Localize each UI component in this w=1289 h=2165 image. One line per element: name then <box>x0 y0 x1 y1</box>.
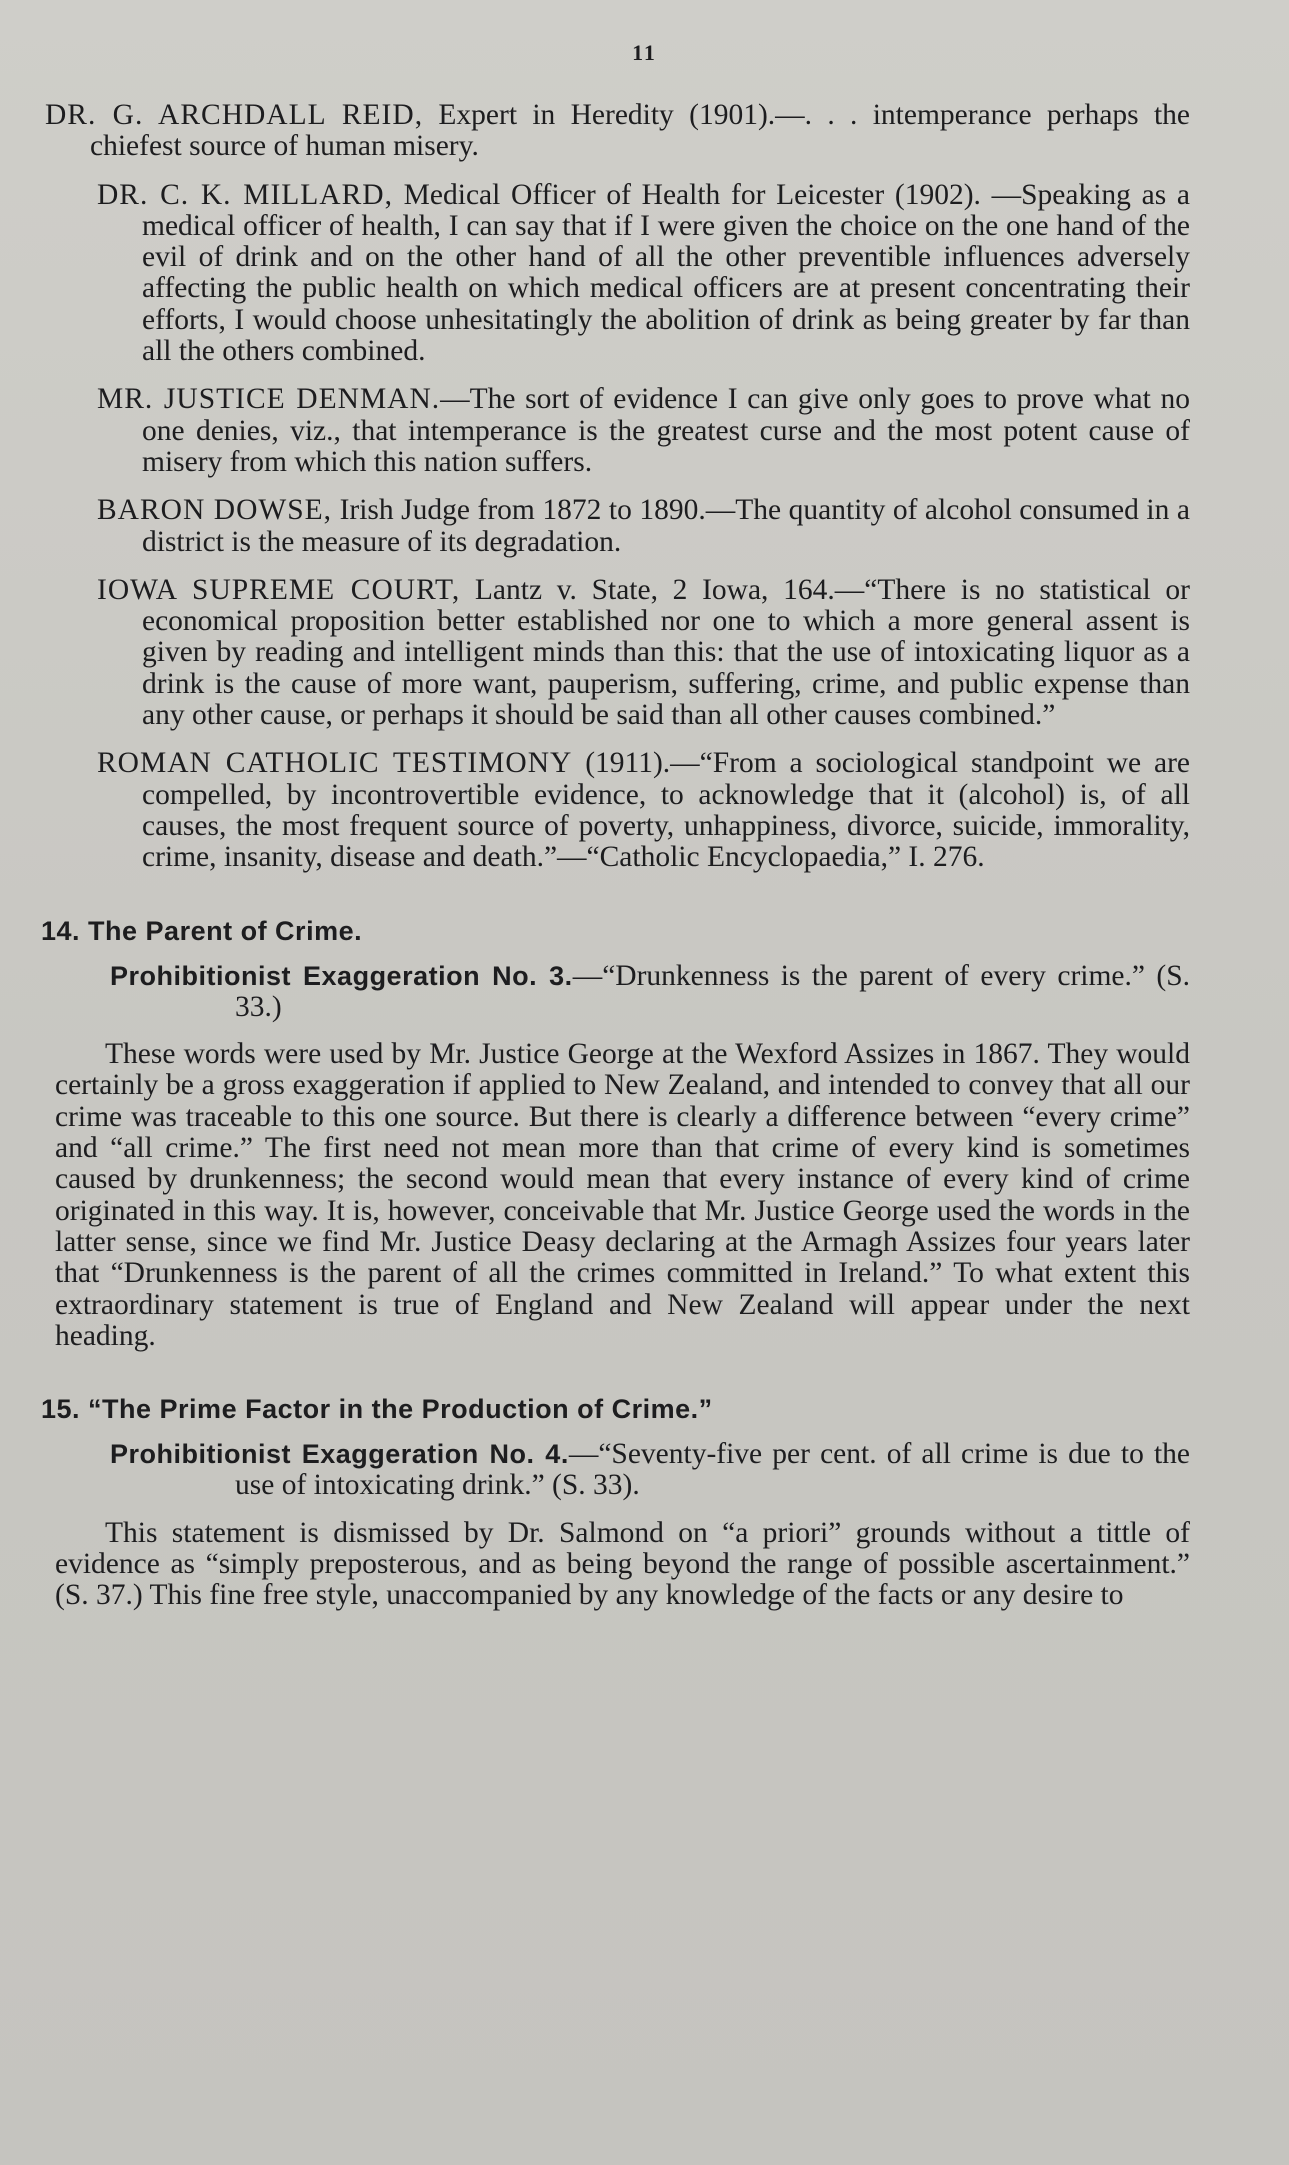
testimony-dowse <box>97 495 1190 558</box>
testimony-name: DR. C. K. MILLARD, <box>97 178 393 211</box>
section-15 <box>41 1394 1190 1612</box>
testimony-text: —The sort of evidence I can give only goes to prove what no one denies, viz., that intemperance is the greatest curse and the most potent cause of misery from which this nation suffers. <box>142 383 1190 478</box>
testimony-iowa-court <box>97 575 1190 731</box>
body-paragraph: This statement is dismissed by Dr. Salmond on “a priori” grounds without a tittle of evidence as “simply preposterous, and as being beyond the range of possible ascertainment.” (S. 37.) This fine free style, unaccompanied by any knowledge of the facts or any desire to <box>55 1516 1190 1612</box>
testimony-catholic <box>97 748 1190 873</box>
testimony-name: MR. JUSTICE DENMAN. <box>97 383 441 416</box>
testimony-name: IOWA SUPREME COURT, <box>97 573 461 606</box>
testimony-name: ROMAN CATHOLIC TESTIMONY <box>97 747 573 780</box>
page-number: 11 <box>632 40 657 65</box>
exaggeration-text: —“Seventy-five per cent. of all crime is due to the use of intoxicating drink.” (S. 33). <box>235 1438 1190 1502</box>
testimony-text: Irish Judge from 1872 to 1890.—The quantity of alcohol consumed in a district is the measure of its degradation. <box>142 494 1190 558</box>
exaggeration-text: —“Drunkenness is the parent of every crime.” (S. 33.) <box>235 959 1190 1023</box>
exaggeration-quote <box>110 1439 1190 1502</box>
section-14 <box>41 915 1190 1353</box>
exaggeration-label: Prohibitionist Exaggeration No. 4. <box>110 1439 569 1470</box>
exaggeration-quote <box>110 961 1190 1024</box>
section-heading: 15. “The Prime Factor in the Production of Crime.” <box>41 1394 713 1425</box>
testimony-text: Expert in Heredity (1901).—. . . intemperance perhaps the chiefest source of human misery. <box>90 99 1191 163</box>
testimony-denman <box>97 384 1190 478</box>
testimony-name: DR. G. ARCHDALL REID, <box>45 99 424 131</box>
testimony-name: BARON DOWSE, <box>97 494 333 527</box>
body-paragraph: These words were used by Mr. Justice George at the Wexford Assizes in 1867. They would certainly be a gross exaggeration if applied to New Zealand, and intended to convey that all our crime was traceable to this one source. But there is clearly a difference between “every crime” and “all crime.” The first need not mean more than that crime of every kind is sometimes caused by drunkenness; the second would mean that every instance of every kind of crime originated in this way. It is, however, conceivable that Mr. Justice George used the words in the latter sense, since we find Mr. Justice Deasy declaring at the Armagh Assizes four years later that “Drunkenness is the parent of all the crimes committed in Ireland.” To what extent this extraordinary statement is true of England and New Zealand will appear under the next heading. <box>55 1038 1190 1352</box>
exaggeration-label: Prohibitionist Exaggeration No. 3. <box>110 960 573 991</box>
testimony-millard <box>97 180 1190 368</box>
testimony-text: Medical Officer of Health for Leicester (1902). —Speaking as a medical officer of health, I can say that if I were given the choice on the one hand of the evil of drink and on the other hand of all the other preventible influences adversely affecting the public health on which medical officers are at present concentrating their efforts, I would choose unhesitatingly the abolition of drink as being greater by far than all the others combined. <box>142 178 1190 368</box>
page-content <box>41 99 1191 1612</box>
testimony-text: (1911).—“From a sociological standpoint we are compelled, by incontrovertible evidence, to acknowledge that it (alcohol) is, of all causes, the most frequent source of poverty, unhappiness, divorce, suicide, immorality, crime, insanity, disease and death.”—“Catholic Encyclopaedia,” I. 276. <box>142 747 1191 874</box>
testimony-archdall-reid <box>45 100 1190 163</box>
testimony-text: Lantz v. State, 2 Iowa, 164.—“There is no statistical or economical proposition better established nor one to which a more general assent is given by reading and intelligent minds than this: that the use of intoxicating liquor as a drink is the cause of more want, pauperism, suffering, crime, and public expense than any other cause, or perhaps it should be said than all other causes combined.” <box>142 573 1190 732</box>
section-heading: 14. The Parent of Crime. <box>41 915 363 946</box>
